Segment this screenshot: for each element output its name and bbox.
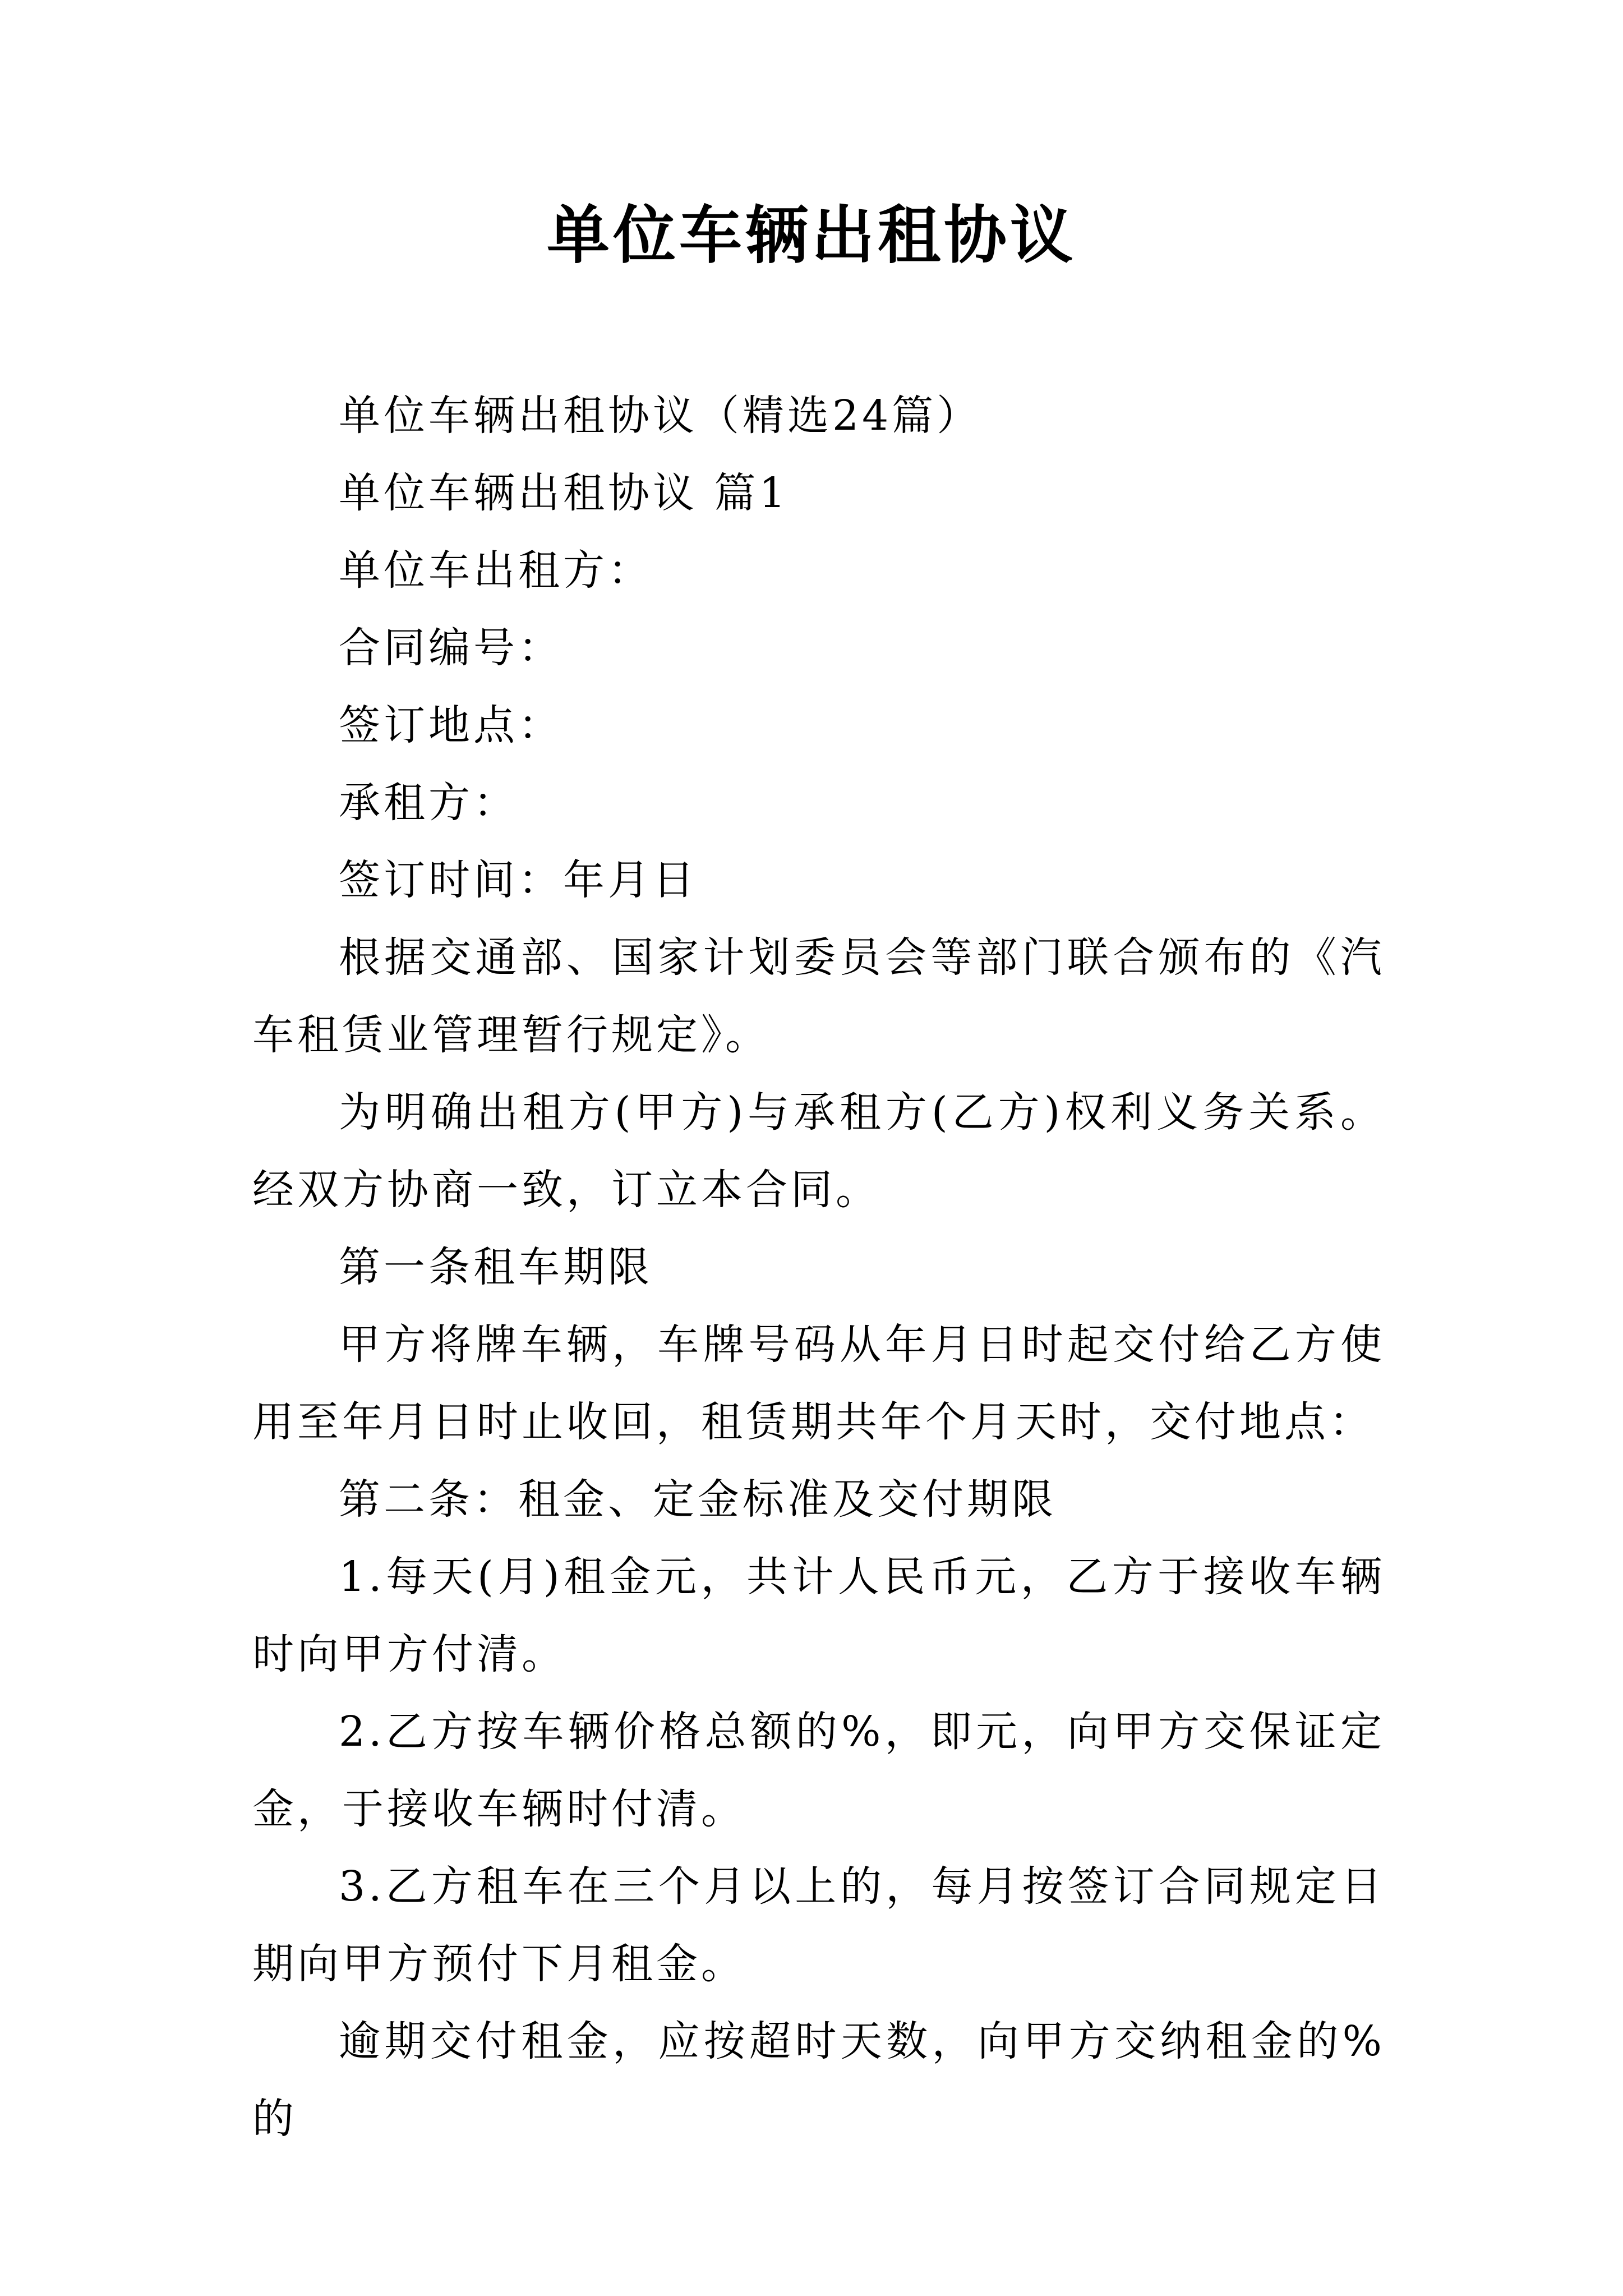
paragraph-lessee: 承租方：: [339, 779, 518, 827]
paragraph-late-payment: 逾期交付租金，应按超时天数，向甲方交纳租金的%的: [252, 2017, 1385, 2143]
document-title: 单位车辆出租协议: [547, 199, 1076, 272]
paragraph-article-1-body: 甲方将牌车辆，车牌号码从年月日时起交付给乙方使用至年月日时止收回，租赁期共年个月天时，交付地点：: [252, 1320, 1385, 1446]
paragraph-article-1-heading: 第一条租车期限: [339, 1243, 653, 1291]
paragraph-signing-time: 签订时间：年月日: [339, 856, 698, 904]
paragraph-signing-place: 签订地点：: [339, 701, 563, 749]
paragraph-lessor: 单位车出租方：: [339, 546, 653, 595]
paragraph-section-heading: 单位车辆出租协议 篇1: [339, 469, 789, 517]
document-body: [252, 377, 1385, 2157]
paragraph-subtitle: 单位车辆出租协议（精选24篇）: [339, 392, 982, 440]
paragraph-legal-basis: 根据交通部、国家计划委员会等部门联合颁布的《汽车租赁业管理暂行规定》。: [252, 933, 1385, 1059]
paragraph-clause-3: 3.乙方租车在三个月以上的，每月按签订合同规定日期向甲方预付下月租金。: [252, 1862, 1385, 1988]
paragraph-article-2-heading: 第二条：租金、定金标准及交付期限: [339, 1475, 1057, 1524]
paragraph-purpose: 为明确出租方(甲方)与承租方(乙方)权利义务关系。经双方协商一致，订立本合同。: [252, 1088, 1385, 1214]
paragraph-clause-2: 2.乙方按车辆价格总额的%，即元，向甲方交保证定金，于接收车辆时付清。: [252, 1708, 1385, 1833]
paragraph-contract-number: 合同编号：: [339, 624, 563, 672]
paragraph-clause-1: 1.每天(月)租金元，共计人民币元，乙方于接收车辆时向甲方付清。: [252, 1553, 1385, 1678]
